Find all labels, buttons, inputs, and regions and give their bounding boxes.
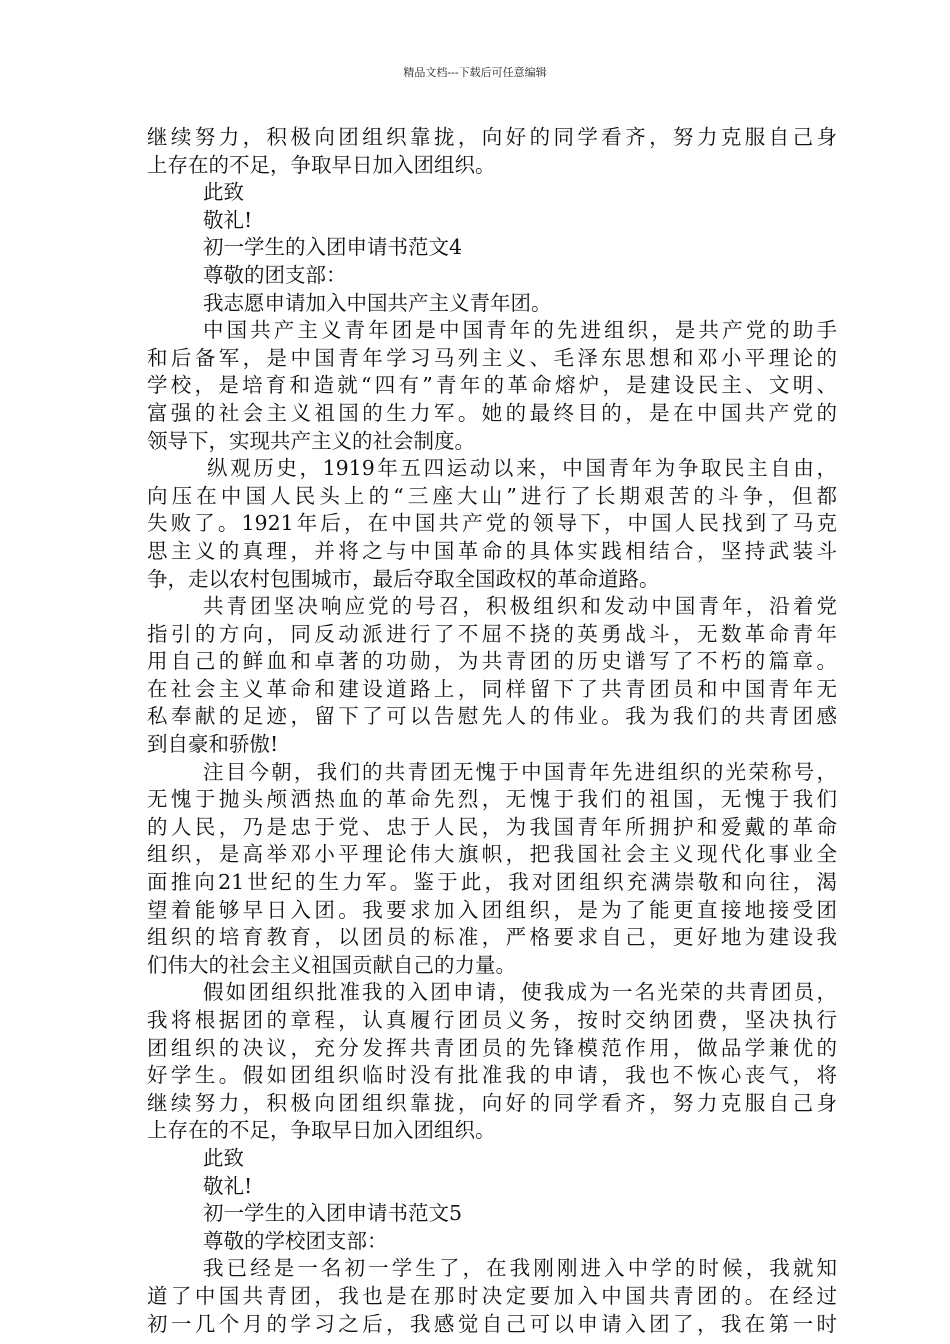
text-line: 此致 [203, 1145, 244, 1170]
text-line: 组织的培育教育，以团员的标准，严格要求自己，更好地为建设我 [147, 925, 837, 950]
text-line: 共青团坚决响应党的号召，积极组织和发动中国青年，沿着党 [203, 594, 837, 619]
text-line: 继续努力，积极向团组织靠拢，向好的同学看齐，努力克服自己身 [147, 125, 837, 149]
text-line: 纵观历史，1919年五四运动以来，中国青年为争取民主自由， [207, 456, 837, 481]
text-line: 上存在的不足，争取早日加入团组织。 [147, 1118, 496, 1143]
text-line: 用自己的鲜血和卓著的功勋，为共青团的历史谱写了不朽的篇章。 [147, 649, 837, 674]
text-line: 面推向21世纪的生力军。鉴于此，我对团组织充满崇敬和向往，渴 [147, 870, 837, 895]
text-line: 组织，是高举邓小平理论伟大旗帜，把我国社会主义现代化事业全 [147, 842, 837, 867]
text-line: 道了中国共青团，我也是在那时决定要加入中国共青团的。在经过 [147, 1283, 837, 1308]
text-line: 的人民，乃是忠于党、忠于人民，为我国青年所拥护和爱戴的革命 [147, 814, 837, 839]
text-line: 无愧于抛头颅洒热血的革命先烈，无愧于我们的祖国，无愧于我们 [147, 787, 837, 812]
document-body [147, 124, 837, 1338]
text-line: 私奉献的足迹，留下了可以告慰先人的伟业。我为我们的共青团感 [147, 704, 837, 729]
text-line: 尊敬的学校团支部： [203, 1228, 388, 1253]
text-line: 向压在中国人民头上的“三座大山”进行了长期艰苦的斗争，但都 [147, 483, 837, 508]
text-line: 此致 [203, 180, 244, 205]
text-line: 领导下，实现共产主义的社会制度。 [147, 428, 475, 453]
text-line: 初一学生的入团申请书范文4 [203, 235, 463, 260]
text-line: 我已经是一名初一学生了，在我刚刚进入中学的时候，我就知 [203, 1256, 837, 1281]
text-line: 初一几个月的学习之后，我感觉自己可以申请入团了，我在第一时 [147, 1311, 837, 1336]
text-line: 好学生。假如团组织临时没有批准我的申请，我也不恢心丧气，将 [147, 1063, 837, 1088]
text-line: 学校，是培育和造就“四有”青年的革命熔炉，是建设民主、文明、 [147, 373, 837, 398]
text-line: 在社会主义革命和建设道路上，同样留下了共青团员和中国青年无 [147, 676, 837, 701]
text-line: 望着能够早日入团。我要求加入团组织，是为了能更直接地接受团 [147, 897, 837, 922]
text-line: 敬礼! [203, 207, 253, 232]
text-line: 富强的社会主义祖国的生力军。她的最终目的，是在中国共产党的 [147, 400, 837, 425]
text-line: 争，走以农村包围城市，最后夺取全国政权的革命道路。 [147, 566, 660, 591]
text-line: 失败了。1921年后，在中国共产党的领导下，中国人民找到了马克 [147, 511, 837, 536]
text-line: 和后备军，是中国青年学习马列主义、毛泽东思想和邓小平理论的 [147, 345, 837, 370]
text-line: 我志愿申请加入中国共产主义青年团。 [203, 290, 552, 315]
text-line: 指引的方向，同反动派进行了不屈不挠的英勇战斗，无数革命青年 [147, 621, 837, 646]
text-line: 敬礼! [203, 1173, 253, 1198]
text-line: 尊敬的团支部： [203, 262, 347, 287]
text-line: 我将根据团的章程，认真履行团员义务，按时交纳团费，坚决执行 [147, 1008, 837, 1032]
text-line: 继续努力，积极向团组织靠拢，向好的同学看齐，努力克服自己身 [147, 1090, 837, 1115]
text-line: 假如团组织批准我的入团申请，使我成为一名光荣的共青团员， [203, 980, 837, 1005]
text-line: 注目今朝，我们的共青团无愧于中国青年先进组织的光荣称号， [203, 759, 837, 784]
text-line: 上存在的不足，争取早日加入团组织。 [147, 152, 496, 177]
page-header: 精品文档---下载后可任意编辑 [403, 66, 547, 79]
text-line: 中国共产主义青年团是中国青年的先进组织，是共产党的助手 [203, 318, 837, 343]
text-line: 团组织的决议，充分发挥共青团员的先锋模范作用，做品学兼优的 [147, 1035, 837, 1060]
text-line: 思主义的真理，并将之与中国革命的具体实践相结合，坚持武装斗 [147, 538, 837, 563]
text-line: 到自豪和骄傲! [147, 732, 279, 757]
text-line: 初一学生的入团申请书范文5 [203, 1201, 463, 1226]
text-line: 们伟大的社会主义祖国贡献自己的力量。 [147, 952, 516, 977]
